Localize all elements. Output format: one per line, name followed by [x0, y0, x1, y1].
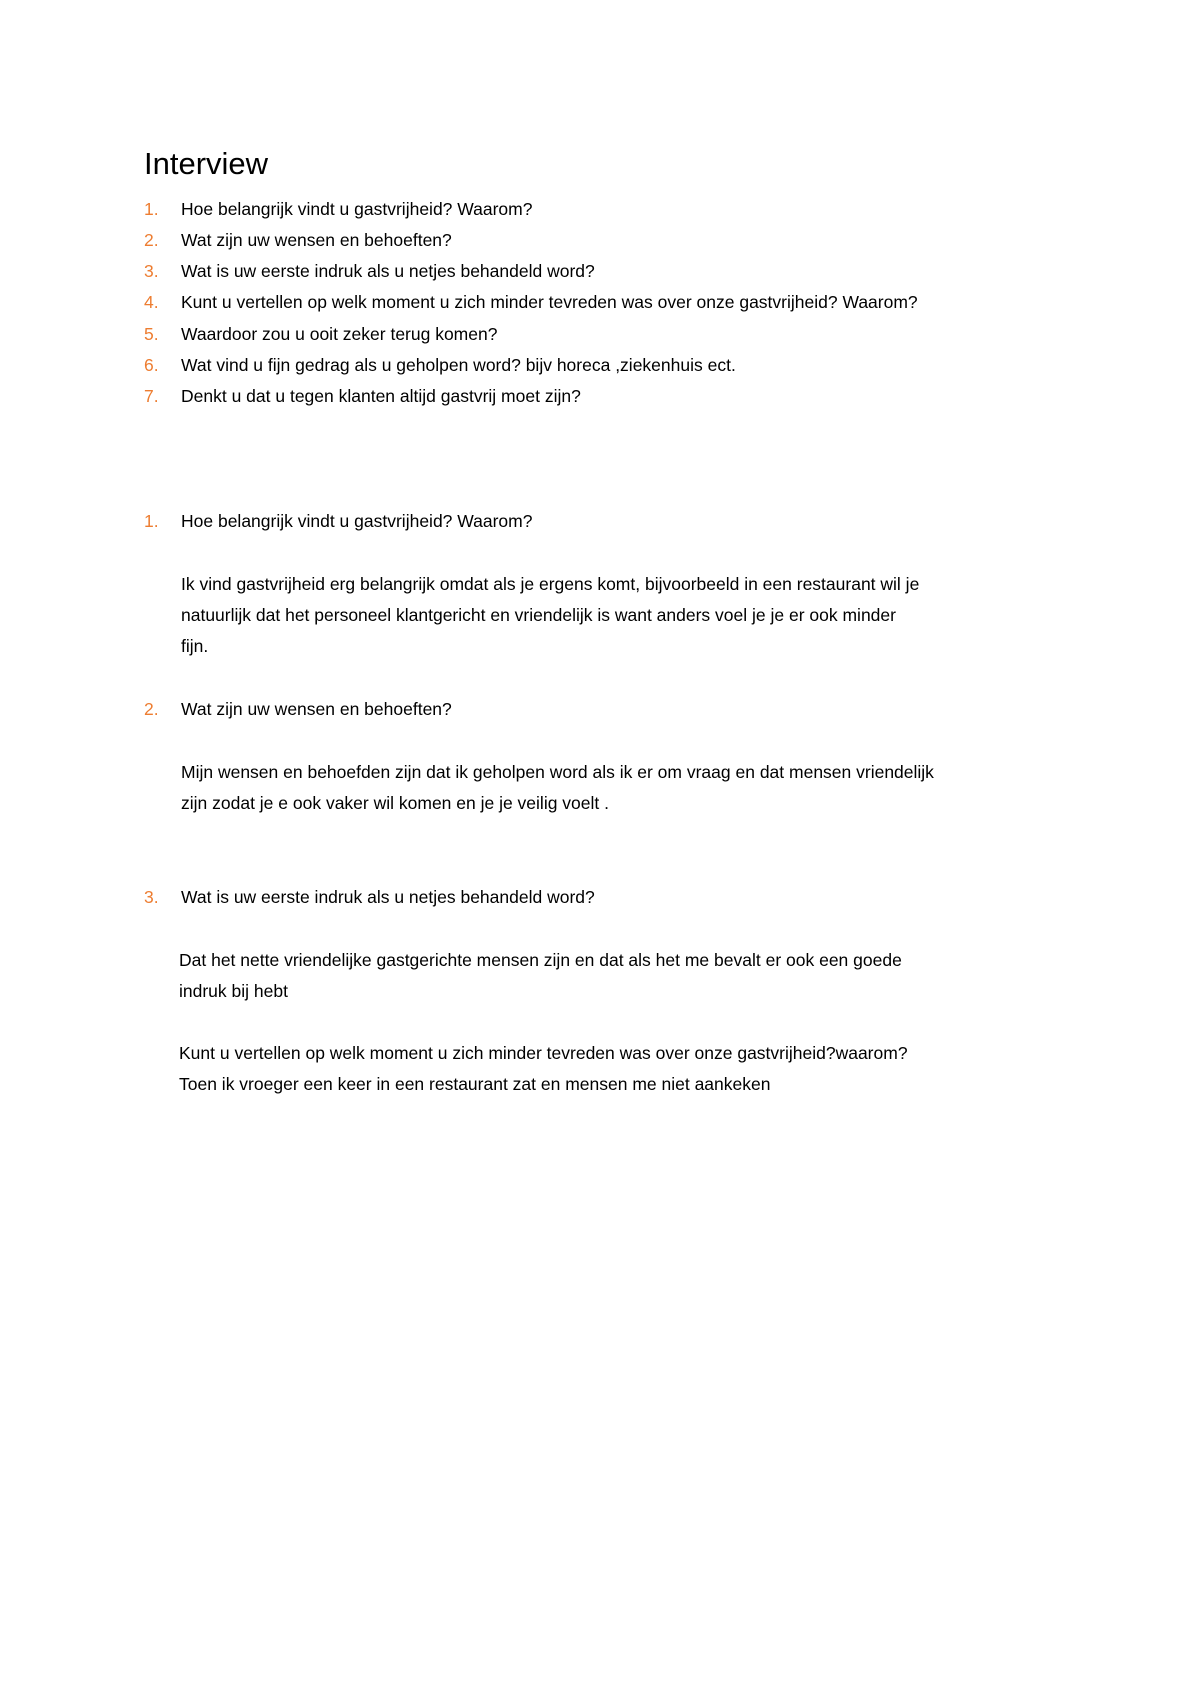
answer-number: 2.: [144, 699, 159, 719]
answer-number: 3.: [144, 887, 159, 907]
list-item: Waardoor zou u ooit zeker terug komen?: [181, 324, 498, 344]
answer-question: Wat is uw eerste indruk als u netjes behandeld word?: [181, 887, 595, 907]
list-number: 1.: [144, 199, 159, 219]
list-number: 2.: [144, 230, 159, 250]
list-number: 3.: [144, 261, 159, 281]
answer-line: Dat het nette vriendelijke gastgerichte mensen zijn en dat als het me bevalt er ook een goede: [179, 950, 902, 970]
answer-line: Ik vind gastvrijheid erg belangrijk omdat als je ergens komt, bijvoorbeeld in een restaurant wil je: [181, 574, 920, 594]
answer-question: Hoe belangrijk vindt u gastvrijheid? Waarom?: [181, 511, 533, 531]
answer-line: indruk bij hebt: [179, 981, 288, 1001]
list-item: Wat vind u fijn gedrag als u geholpen word? bijv horeca ,ziekenhuis ect.: [181, 355, 736, 375]
answer-line: natuurlijk dat het personeel klantgericht en vriendelijk is want anders voel je je er ook minder: [181, 605, 896, 625]
list-item: Hoe belangrijk vindt u gastvrijheid? Waarom?: [181, 199, 533, 219]
answer-question: Wat zijn uw wensen en behoeften?: [181, 699, 452, 719]
list-number: 6.: [144, 355, 159, 375]
list-item: Wat zijn uw wensen en behoeften?: [181, 230, 452, 250]
answer-line: zijn zodat je e ook vaker wil komen en je je veilig voelt .: [181, 793, 609, 813]
answer-line: fijn.: [181, 636, 209, 656]
answer-line: Mijn wensen en behoefden zijn dat ik geholpen word als ik er om vraag en dat mensen vriendelijk: [181, 762, 934, 782]
extra-answer: Toen ik vroeger een keer in een restaurant zat en mensen me niet aankeken: [179, 1074, 771, 1094]
list-item: Wat is uw eerste indruk als u netjes behandeld word?: [181, 261, 595, 281]
answer-number: 1.: [144, 511, 159, 531]
extra-question: Kunt u vertellen op welk moment u zich minder tevreden was over onze gastvrijheid?waarom?: [179, 1043, 908, 1063]
list-item: Denkt u dat u tegen klanten altijd gastvrij moet zijn?: [181, 386, 581, 406]
document-title: Interview: [144, 146, 269, 181]
list-number: 5.: [144, 324, 159, 344]
list-item: Kunt u vertellen op welk moment u zich minder tevreden was over onze gastvrijheid? Waarom?: [181, 292, 918, 312]
list-number: 4.: [144, 292, 159, 312]
list-number: 7.: [144, 386, 159, 406]
